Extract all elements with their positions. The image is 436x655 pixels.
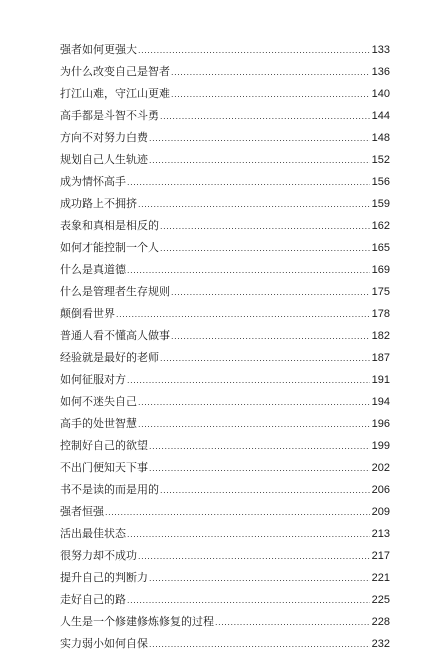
toc-entry-title: 高手都是斗智不斗勇 <box>60 109 159 122</box>
toc-entry-page: 232 <box>371 638 390 650</box>
toc-entry[interactable] <box>60 611 390 633</box>
toc-entry-page: 191 <box>371 374 390 386</box>
toc-entry-title: 如何征服对方 <box>60 373 126 386</box>
dot-leader <box>127 589 370 611</box>
toc-entry[interactable] <box>60 633 390 655</box>
dot-leader <box>171 281 370 303</box>
toc-entry-page: 159 <box>371 198 390 210</box>
toc-entry[interactable] <box>60 193 390 215</box>
toc-entry-title: 实力弱小如何自保 <box>60 637 148 650</box>
toc-entry[interactable] <box>60 523 390 545</box>
toc-entry-page: 206 <box>371 484 390 496</box>
toc-entry-title: 控制好自己的欲望 <box>60 439 148 452</box>
toc-entry-page: 178 <box>371 308 390 320</box>
toc-entry-title: 强者恒强 <box>60 505 104 518</box>
toc-entry-page: 152 <box>371 154 390 166</box>
toc-entry[interactable] <box>60 39 390 61</box>
toc-entry-title: 打江山难，守江山更难 <box>60 87 170 100</box>
toc-entry-page: 187 <box>371 352 390 364</box>
toc-entry-page: 140 <box>371 88 390 100</box>
toc-entry-page: 213 <box>371 528 390 540</box>
dot-leader <box>215 611 370 633</box>
toc-entry-title: 高手的处世智慧 <box>60 417 137 430</box>
toc-entry-page: 144 <box>371 110 390 122</box>
toc-entry-page: 136 <box>371 66 390 78</box>
toc-entry-page: 196 <box>371 418 390 430</box>
dot-leader <box>171 325 370 347</box>
toc-entry-title: 如何才能控制一个人 <box>60 241 159 254</box>
toc-entry-page: 165 <box>371 242 390 254</box>
toc-entry[interactable] <box>60 127 390 149</box>
toc-entry-page: 194 <box>371 396 390 408</box>
toc-entry[interactable] <box>60 105 390 127</box>
toc-entry-page: 199 <box>371 440 390 452</box>
dot-leader <box>149 149 370 171</box>
dot-leader <box>149 435 370 457</box>
toc-entry-title: 走好自己的路 <box>60 593 126 606</box>
toc-entry-page: 148 <box>371 132 390 144</box>
toc-entry-title: 什么是管理者生存规则 <box>60 285 170 298</box>
toc-entry-title: 如何不迷失自己 <box>60 395 137 408</box>
toc-entry[interactable] <box>60 479 390 501</box>
dot-leader <box>149 633 370 655</box>
toc-entry-page: 228 <box>371 616 390 628</box>
toc-entry-title: 成功路上不拥挤 <box>60 197 137 210</box>
dot-leader <box>138 391 370 413</box>
dot-leader <box>127 369 370 391</box>
table-of-contents <box>60 39 390 655</box>
toc-entry[interactable] <box>60 215 390 237</box>
toc-entry[interactable] <box>60 237 390 259</box>
toc-entry-title: 什么是真道德 <box>60 263 126 276</box>
toc-entry-page: 182 <box>371 330 390 342</box>
dot-leader <box>127 259 370 281</box>
toc-entry[interactable] <box>60 259 390 281</box>
toc-entry-title: 人生是一个修建修炼修复的过程 <box>60 615 214 628</box>
dot-leader <box>171 61 370 83</box>
dot-leader <box>160 347 370 369</box>
toc-entry[interactable] <box>60 501 390 523</box>
toc-entry[interactable] <box>60 171 390 193</box>
toc-entry[interactable] <box>60 545 390 567</box>
toc-entry-page: 225 <box>371 594 390 606</box>
toc-entry-title: 方向不对努力白费 <box>60 131 148 144</box>
toc-entry-title: 为什么改变自己是智者 <box>60 65 170 78</box>
toc-entry-title: 表象和真相是相反的 <box>60 219 159 232</box>
dot-leader <box>149 457 370 479</box>
toc-entry[interactable] <box>60 303 390 325</box>
dot-leader <box>138 413 370 435</box>
dot-leader <box>160 479 370 501</box>
toc-entry[interactable] <box>60 325 390 347</box>
toc-entry-page: 162 <box>371 220 390 232</box>
toc-entry[interactable] <box>60 83 390 105</box>
toc-entry-title: 提升自己的判断力 <box>60 571 148 584</box>
toc-entry[interactable] <box>60 567 390 589</box>
dot-leader <box>138 545 370 567</box>
toc-entry-title: 普通人看不懂高人做事 <box>60 329 170 342</box>
dot-leader <box>138 39 370 61</box>
dot-leader <box>149 567 370 589</box>
toc-entry-page: 175 <box>371 286 390 298</box>
toc-entry-page: 217 <box>371 550 390 562</box>
toc-entry[interactable] <box>60 391 390 413</box>
dot-leader <box>116 303 370 325</box>
toc-entry-page: 221 <box>371 572 390 584</box>
toc-entry[interactable] <box>60 457 390 479</box>
toc-entry-page: 169 <box>371 264 390 276</box>
toc-entry-title: 颠倒看世界 <box>60 307 115 320</box>
dot-leader <box>127 171 370 193</box>
toc-entry[interactable] <box>60 413 390 435</box>
toc-entry-title: 很努力却不成功 <box>60 549 137 562</box>
toc-entry-title: 经验就是最好的老师 <box>60 351 159 364</box>
toc-entry-title: 不出门便知天下事 <box>60 461 148 474</box>
toc-entry-title: 书不是读的而是用的 <box>60 483 159 496</box>
dot-leader <box>149 127 370 149</box>
toc-entry-page: 202 <box>371 462 390 474</box>
toc-entry-page: 209 <box>371 506 390 518</box>
dot-leader <box>160 105 370 127</box>
toc-entry[interactable] <box>60 347 390 369</box>
dot-leader <box>160 215 370 237</box>
toc-entry[interactable] <box>60 281 390 303</box>
toc-entry-page: 133 <box>371 44 390 56</box>
toc-entry[interactable] <box>60 61 390 83</box>
toc-entry-title: 活出最佳状态 <box>60 527 126 540</box>
dot-leader <box>138 193 370 215</box>
toc-entry[interactable] <box>60 369 390 391</box>
toc-entry-page: 156 <box>371 176 390 188</box>
dot-leader <box>105 501 370 523</box>
dot-leader <box>160 237 370 259</box>
toc-entry-title: 强者如何更强大 <box>60 43 137 56</box>
toc-entry[interactable] <box>60 149 390 171</box>
toc-entry[interactable] <box>60 435 390 457</box>
dot-leader <box>171 83 370 105</box>
toc-entry[interactable] <box>60 589 390 611</box>
toc-entry-title: 成为情怀高手 <box>60 175 126 188</box>
toc-entry-title: 规划自己人生轨迹 <box>60 153 148 166</box>
dot-leader <box>127 523 370 545</box>
